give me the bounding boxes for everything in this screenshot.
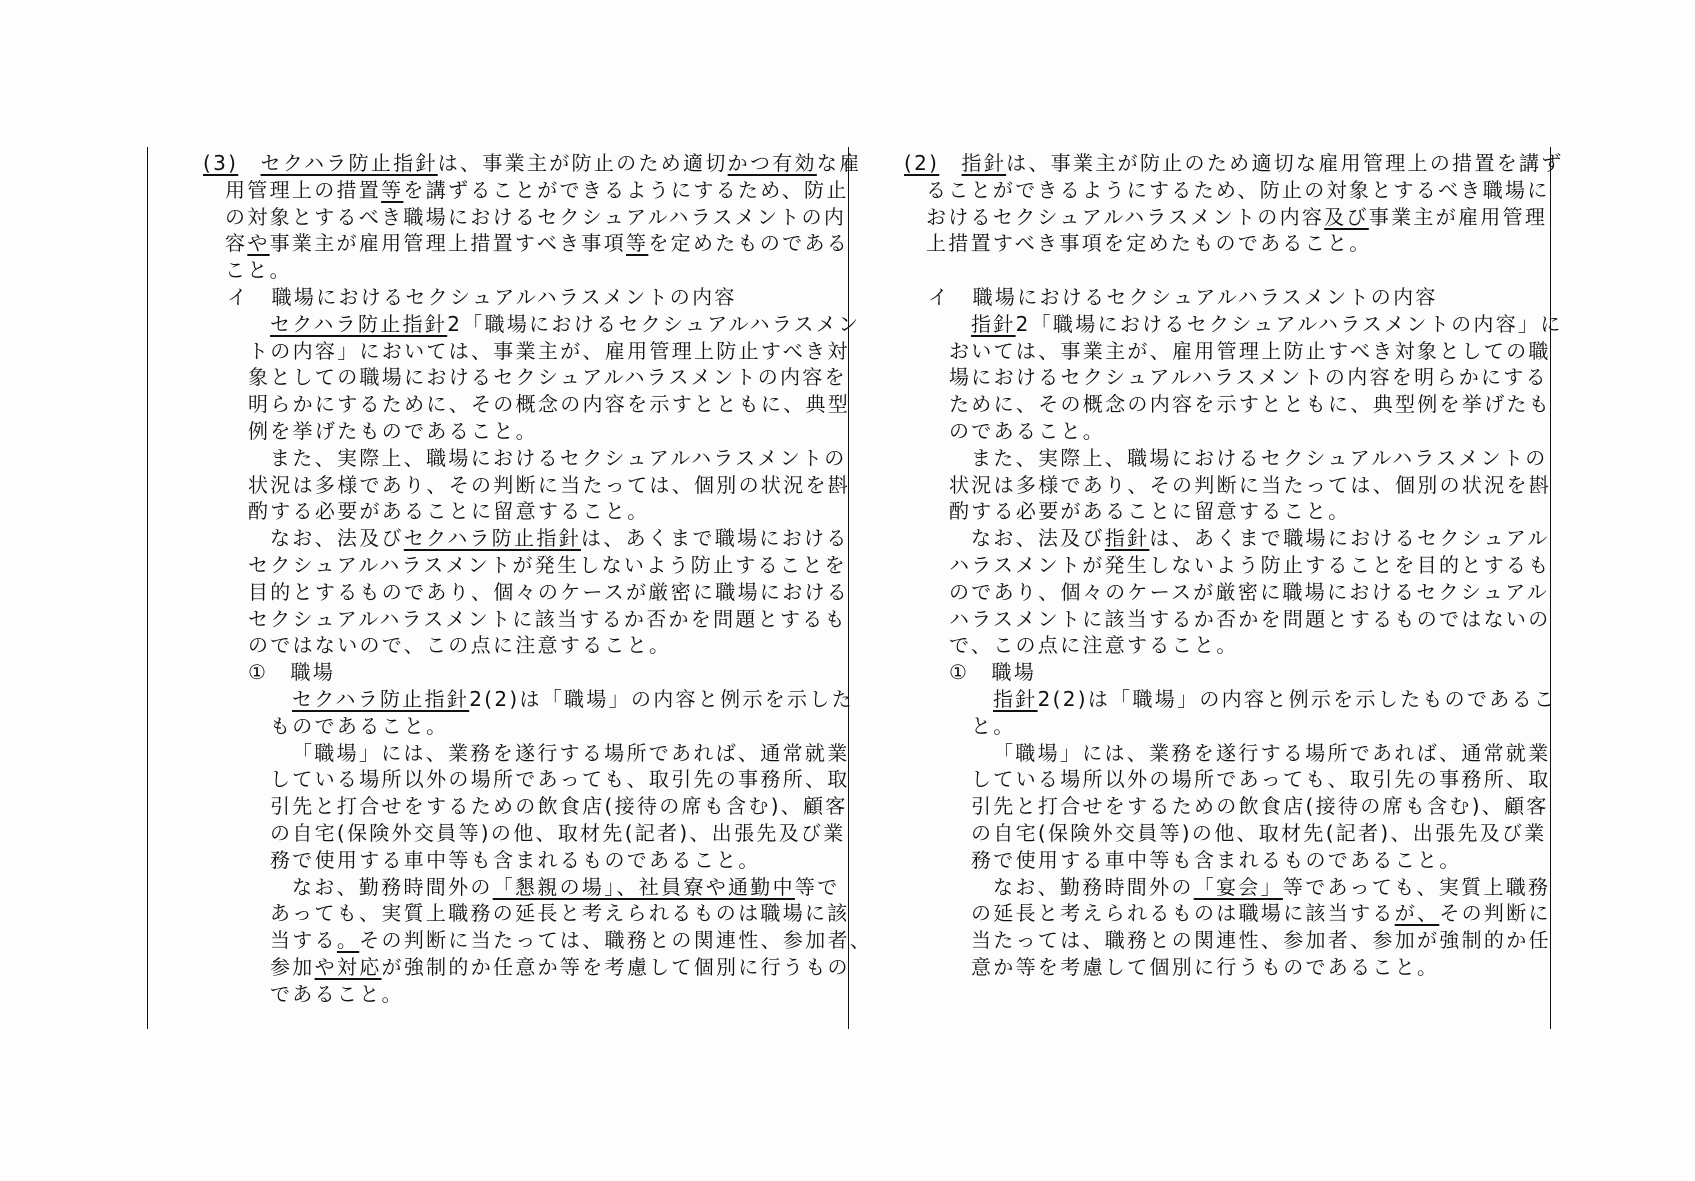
text-line (904, 150, 1564, 177)
underlined-change: 及び (1324, 204, 1369, 229)
text-line (270, 847, 761, 874)
text-run: セクシュアルハラスメントが発生しないよう防止することを (248, 553, 847, 577)
text-run: 目的とするものであり、個々のケースが厳密に職場における (248, 579, 850, 604)
text-line (949, 472, 1551, 499)
text-line (248, 472, 850, 499)
text-line (949, 498, 1350, 525)
text-run: また、実際上、職場におけるセクシュアルハラスメントの (270, 445, 847, 470)
text-line (270, 793, 848, 820)
text-run: で、この点に注意すること。 (949, 633, 1239, 658)
text-line (949, 391, 1551, 418)
underlined-change: (3) (203, 151, 239, 175)
text-line (203, 150, 861, 177)
text-run: 等であっても、実質上職務 (1282, 874, 1551, 899)
text-run: その判断に当たっては、職務との関連性、参加者、 (359, 928, 873, 953)
text-line (949, 632, 1239, 659)
text-run: 引先と打合せをするための飲食店(接待の席も含む)、顧客 (971, 794, 1549, 819)
text-run: イ 職場におけるセクシュアルハラスメントの内容 (928, 285, 1438, 309)
text-run: おけるセクシュアルハラスメントの内容 (926, 204, 1325, 229)
text-run: は、事業主が防止のため適切な雇用管理上の措置を講ず (1006, 151, 1564, 175)
text-run: あっても、実質上職務の延長と考えられるものは職場に該 (270, 901, 850, 926)
text-line (270, 766, 850, 793)
text-run: 状況は多様であり、その判断に当たっては、個別の状況を斟 (949, 472, 1552, 497)
text-run: おいては、事業主が、雇用管理上防止すべき対象としての職 (949, 338, 1551, 363)
text-line (248, 659, 335, 686)
text-line (292, 686, 854, 713)
underlined-change: (2) (904, 151, 940, 175)
underlined-change: が、 (1394, 901, 1440, 926)
text-run: している場所以外の場所であっても、取引先の事務所、取 (971, 767, 1551, 792)
underlined-change: 「懇親の場」、社員寮や通勤中 (492, 874, 795, 899)
text-line (971, 954, 1439, 981)
text-run: ために、その概念の内容を示すとともに、典型例を挙げたも (949, 392, 1552, 417)
text-line (248, 632, 671, 659)
text-line (270, 713, 448, 740)
underlined-change: セクハラ防止指針 (292, 687, 470, 711)
text-run: 務で使用する車中等も含まれるものであること。 (270, 847, 761, 872)
text-run: の対象とするべき職場におけるセクシュアルハラスメントの内 (225, 204, 847, 229)
text-line (971, 713, 1016, 740)
underlined-change: 「宴会」 (1193, 874, 1283, 899)
text-run: 酌する必要があることに留意すること。 (949, 499, 1351, 524)
text-line (949, 606, 1551, 633)
text-run: 酌する必要があることに留意すること。 (248, 499, 650, 524)
text-run: のであり、個々のケースが厳密に職場におけるセクシュアル (949, 579, 1549, 604)
text-line (949, 552, 1551, 579)
text-run: 当する (270, 928, 337, 953)
text-run: ① 職場 (949, 660, 1037, 685)
text-run: また、実際上、職場におけるセクシュアルハラスメントの (971, 445, 1548, 470)
text-run (939, 150, 961, 177)
underlined-change: 指針 (1104, 526, 1150, 551)
text-run: ハラスメントが発生しないよう防止することを目的とするも (949, 553, 1551, 577)
text-run: 参加 (270, 955, 315, 979)
text-run: 象としての職場におけるセクシュアルハラスメントの内容を (248, 365, 847, 390)
underlined-change: や (247, 231, 270, 256)
text-line (248, 418, 538, 445)
text-run: イ 職場におけるセクシュアルハラスメントの内容 (227, 285, 737, 309)
text-run: 意か等を考慮して個別に行うものであること。 (971, 955, 1440, 979)
text-line (270, 954, 850, 981)
text-line (225, 204, 846, 231)
text-run: の自宅(保険外交員等)の他、取材先(記者)、出張先及び業 (971, 821, 1547, 845)
text-run: 事業主が雇用管理 (1368, 204, 1548, 229)
text-run: なお、勤務時間外の (292, 874, 493, 899)
text-run: 2(2)は「職場」の内容と例示を示した (469, 687, 854, 711)
text-line (270, 981, 404, 1008)
text-line (248, 364, 847, 391)
text-run: を講ずることができるようにするため、防止 (403, 177, 849, 202)
underlined-change: や対応 (314, 955, 382, 979)
underlined-change: 指針 (971, 311, 1016, 336)
text-run: 場におけるセクシュアルハラスメントの内容を明らかにする (949, 365, 1548, 390)
text-line (971, 927, 1551, 954)
text-line (292, 740, 850, 767)
text-run: ものであること。 (270, 713, 449, 738)
text-run: 2(2)は「職場」の内容と例示を示したものであるこ (1037, 687, 1557, 711)
text-run (238, 150, 260, 177)
text-line (993, 874, 1550, 901)
text-line (949, 579, 1549, 606)
text-line (926, 177, 1550, 204)
text-line (926, 204, 1547, 231)
text-run: 引先と打合せをするための飲食店(接待の席も含む)、顧客 (270, 794, 848, 819)
text-line (225, 257, 292, 284)
underlined-change: 等 (381, 177, 404, 202)
text-line (993, 740, 1551, 767)
underlined-change: かつ有効 (727, 151, 817, 175)
text-line (949, 338, 1551, 365)
text-run: 容 (225, 231, 248, 256)
text-run: ハラスメントに該当するか否かを問題とするものではないの (949, 606, 1551, 631)
text-run: 例を挙げたものであること。 (248, 419, 538, 443)
text-run: なお、法及び (270, 526, 404, 551)
text-run: を定めたものである (648, 231, 850, 256)
underlined-change: 指針 (961, 151, 1007, 175)
text-run: 2「職場におけるセクシュアルハラスメン (447, 311, 861, 336)
underlined-change: セクハラ防止指針 (403, 526, 582, 551)
text-run: 事業主が雇用管理上措置すべき事項 (269, 231, 627, 256)
text-run: 「職場」には、業務を遂行する場所であれば、通常就業 (993, 740, 1551, 765)
text-line (225, 177, 849, 204)
text-run: ることができるようにするため、防止の対象とするべき職場に (926, 177, 1550, 202)
text-run: 等で (794, 874, 840, 899)
text-line (949, 659, 1036, 686)
text-run: セクシュアルハラスメントに該当するか否かを問題とするも (248, 606, 847, 631)
text-run: 務で使用する車中等も含まれるものであること。 (971, 847, 1462, 872)
text-run: な雇 (816, 151, 862, 175)
text-run: は、あくまで職場におけるセクシュアル (1149, 526, 1550, 551)
text-line (292, 874, 840, 901)
text-run: 当たっては、職務との関連性、参加者、参加が強制的か任 (971, 928, 1551, 953)
text-run: の自宅(保険外交員等)の他、取材先(記者)、出張先及び業 (270, 821, 846, 845)
text-line (971, 766, 1551, 793)
text-run: は、あくまで職場における (581, 526, 849, 551)
text-line (270, 927, 872, 954)
text-line (248, 552, 847, 579)
text-run: ① 職場 (248, 660, 336, 685)
text-run: は、事業主が防止のため適切 (437, 151, 728, 175)
text-line (971, 311, 1563, 338)
text-line (971, 847, 1462, 874)
text-line (248, 579, 849, 606)
text-line (248, 606, 847, 633)
text-run: の延長と考えられるものは職場に該当する (971, 901, 1395, 926)
underlined-change: 。 (336, 928, 360, 953)
text-line (225, 230, 849, 257)
text-line (248, 338, 850, 365)
text-line (993, 686, 1556, 713)
text-line (248, 391, 850, 418)
text-run: なお、勤務時間外の (993, 874, 1194, 899)
text-run: こと。 (225, 258, 292, 283)
text-run: 上措置すべき事項を定めたものであること。 (926, 231, 1372, 256)
left-border-line (147, 147, 148, 1029)
text-run: 状況は多様であり、その判断に当たっては、個別の状況を斟 (248, 472, 851, 497)
text-line (248, 498, 649, 525)
text-run: なお、法及び (971, 526, 1105, 551)
text-run: その判断に (1439, 901, 1551, 926)
text-run: のであること。 (949, 419, 1106, 443)
text-run: であること。 (270, 981, 404, 1006)
text-line (227, 284, 737, 311)
text-run: と。 (971, 713, 1016, 738)
text-line (926, 230, 1372, 257)
text-line (971, 525, 1550, 552)
text-line (949, 364, 1548, 391)
text-line (270, 311, 860, 338)
text-line (971, 445, 1548, 472)
text-run: トの内容」においては、事業主が、雇用管理上防止すべき対 (248, 338, 850, 363)
underlined-change: 等 (626, 231, 649, 256)
text-run: が強制的か任意か等を考慮して個別に行うもの (381, 955, 850, 979)
text-line (270, 820, 846, 847)
text-run: 用管理上の措置 (225, 177, 382, 202)
text-run: のではないので、この点に注意すること。 (248, 633, 672, 658)
text-run: 「職場」には、業務を遂行する場所であれば、通常就業 (292, 740, 850, 765)
text-line (971, 900, 1551, 927)
underlined-change: セクハラ防止指針 (260, 151, 438, 175)
underlined-change: 指針 (993, 687, 1038, 711)
text-line (928, 284, 1438, 311)
text-run: 2「職場におけるセクシュアルハラスメントの内容」に (1015, 311, 1563, 336)
text-run: している場所以外の場所であっても、取引先の事務所、取 (270, 767, 850, 792)
text-line (949, 418, 1105, 445)
text-line (270, 445, 847, 472)
text-run: 明らかにするために、その概念の内容を示すとともに、典型 (248, 392, 851, 417)
text-line (270, 525, 849, 552)
text-line (270, 900, 850, 927)
underlined-change: セクハラ防止指針 (270, 311, 448, 336)
text-line (971, 820, 1547, 847)
text-line (971, 793, 1549, 820)
